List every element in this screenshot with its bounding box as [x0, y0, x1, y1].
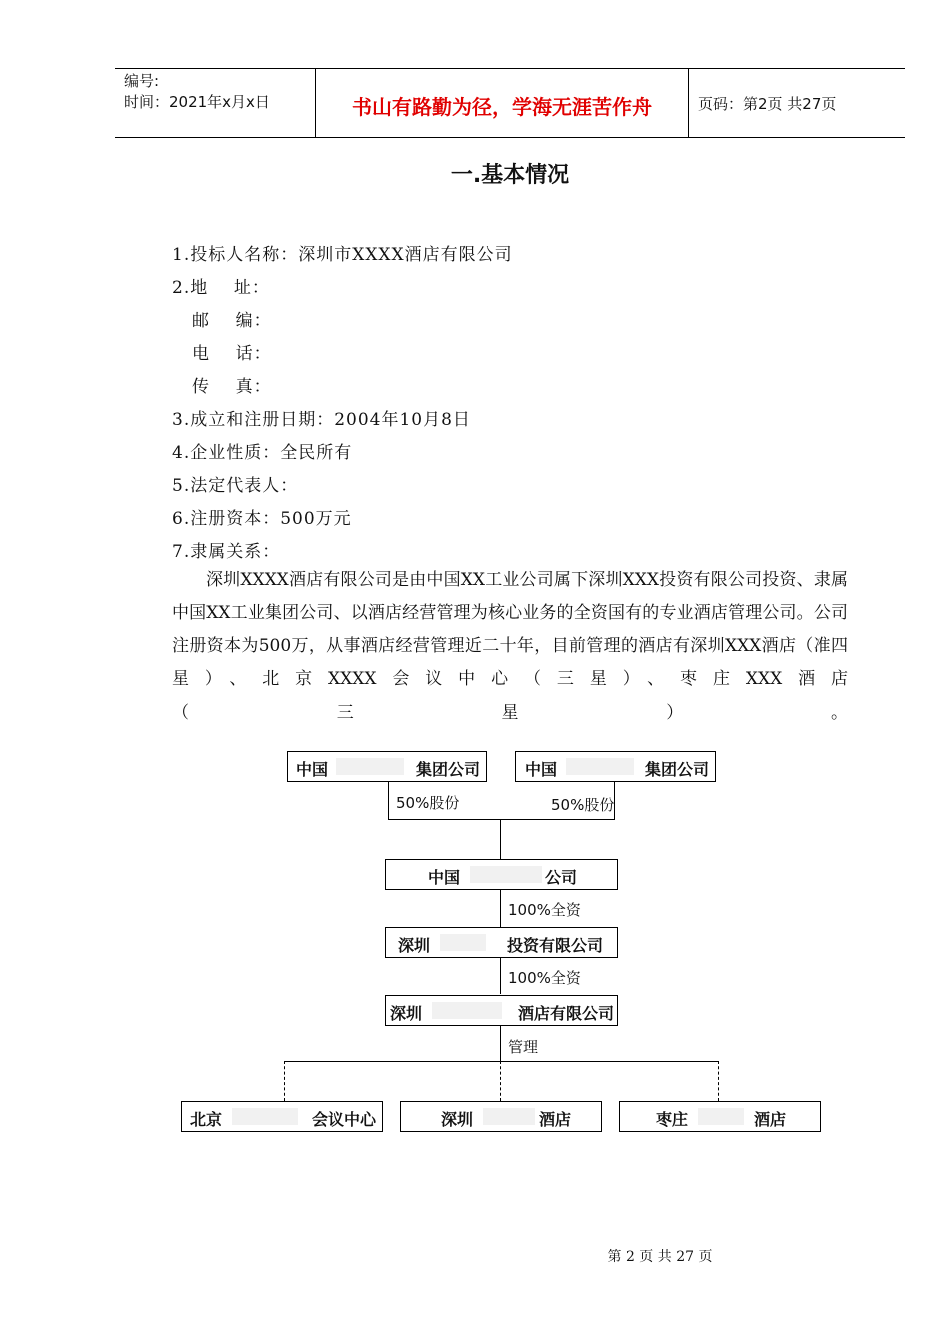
management-label: 管理	[508, 1038, 539, 1056]
info-line-address: 2.地 址：	[172, 278, 270, 298]
info-line-capital: 6.注册资本：500万元	[172, 509, 352, 529]
page-number-label: 页码：第2页 共27页	[698, 95, 837, 113]
org-node-text: 中国	[428, 868, 461, 887]
header-motto-cell	[316, 69, 689, 137]
org-node-text: 酒店有限公司	[517, 1004, 614, 1023]
connector-line	[284, 1061, 719, 1062]
paragraph-last-token: （	[172, 703, 189, 723]
info-line-affiliation: 7.隶属关系：	[172, 542, 281, 562]
info-line-legal-rep: 5.法定代表人：	[172, 476, 299, 496]
dashed-connector	[500, 1061, 501, 1101]
info-line-fax: 传 真：	[192, 377, 272, 397]
org-node-text: 北京	[190, 1110, 223, 1129]
org-node-text: 深圳	[390, 1004, 423, 1023]
page-header	[115, 68, 905, 138]
header-meta-cell	[115, 69, 316, 137]
paragraph-last-token: ）	[666, 703, 684, 723]
info-line-nature: 4.企业性质：全民所有	[172, 443, 353, 463]
org-node-text: 集团公司	[644, 760, 709, 779]
org-node-text: 集团公司	[415, 760, 480, 779]
org-node-investment-company	[385, 927, 618, 958]
org-node-group-left	[287, 751, 487, 782]
info-line-founded: 3.成立和注册日期：2004年10月8日	[172, 410, 471, 430]
paragraph-last-token: 三	[336, 703, 354, 723]
paragraph-last-token: 。	[831, 703, 848, 723]
section-title: 一.基本情况	[450, 163, 570, 188]
redacted-text	[232, 1108, 298, 1125]
redacted-text	[432, 1002, 502, 1019]
header-page-cell	[689, 69, 905, 137]
org-node-parent-company	[385, 859, 618, 890]
org-node-text: 中国	[296, 760, 329, 779]
connector-line	[388, 782, 389, 819]
motto-text: 书山有路勤为径，学海无涯苦作舟	[352, 95, 652, 119]
org-node-text: 会议中心	[311, 1110, 376, 1129]
ownership-label: 100%全资	[508, 901, 581, 919]
org-node-text: 深圳	[398, 936, 431, 955]
number-label: 编号:	[124, 72, 160, 90]
redacted-text	[698, 1108, 744, 1125]
info-line-postcode: 邮 编：	[192, 311, 272, 331]
connector-line	[500, 819, 501, 860]
page-footer: 第 2 页 共 27 页	[607, 1249, 713, 1265]
org-node-text: 酒店	[538, 1110, 571, 1129]
org-node-text: 中国	[525, 760, 558, 779]
connector-line	[500, 1026, 501, 1061]
dashed-connector	[284, 1061, 285, 1101]
org-node-text: 投资有限公司	[506, 936, 603, 955]
redacted-text	[470, 866, 542, 883]
affiliation-paragraph: 深圳XXXX酒店有限公司是由中国XX工业公司属下深圳XXX投资有限公司投资、隶属中国XX工业集团公司、以酒店经营管理为核心业务的全资国有的专业酒店管理公司。公司注册资本为500万，从事酒店经营管理近二十年，目前管理的酒店有深圳XXX酒店（准四星）、北京XXXX会议中心（三星）、枣庄XXX酒店	[172, 570, 848, 689]
share-label-left: 50%股份	[396, 794, 460, 812]
org-node-shenzhen-hotel	[400, 1101, 602, 1132]
time-label: 时间：2021年x月x日	[124, 93, 270, 111]
dashed-connector	[718, 1061, 719, 1101]
org-node-beijing-center	[181, 1101, 383, 1132]
org-node-zaozhuang-hotel	[619, 1101, 821, 1132]
info-line-bidder: 1.投标人名称：深圳市XXXX酒店有限公司	[172, 245, 513, 265]
org-node-group-right	[515, 751, 716, 782]
org-node-text: 公司	[544, 868, 577, 887]
org-node-text: 酒店	[753, 1110, 786, 1129]
redacted-text	[440, 934, 486, 951]
redacted-text	[483, 1108, 535, 1125]
connector-line	[500, 958, 501, 994]
org-node-text: 枣庄	[656, 1110, 689, 1129]
org-node-hotel-company	[385, 995, 618, 1026]
info-line-phone: 电 话：	[192, 344, 272, 364]
redacted-text	[336, 758, 404, 775]
ownership-label: 100%全资	[508, 969, 581, 987]
connector-line	[500, 890, 501, 928]
paragraph-last-line	[172, 697, 848, 730]
redacted-text	[566, 758, 634, 775]
connector-line	[388, 819, 615, 820]
org-node-text: 深圳	[441, 1110, 474, 1129]
paragraph-last-token: 星	[501, 703, 519, 723]
share-label-right: 50%股份	[551, 796, 615, 814]
